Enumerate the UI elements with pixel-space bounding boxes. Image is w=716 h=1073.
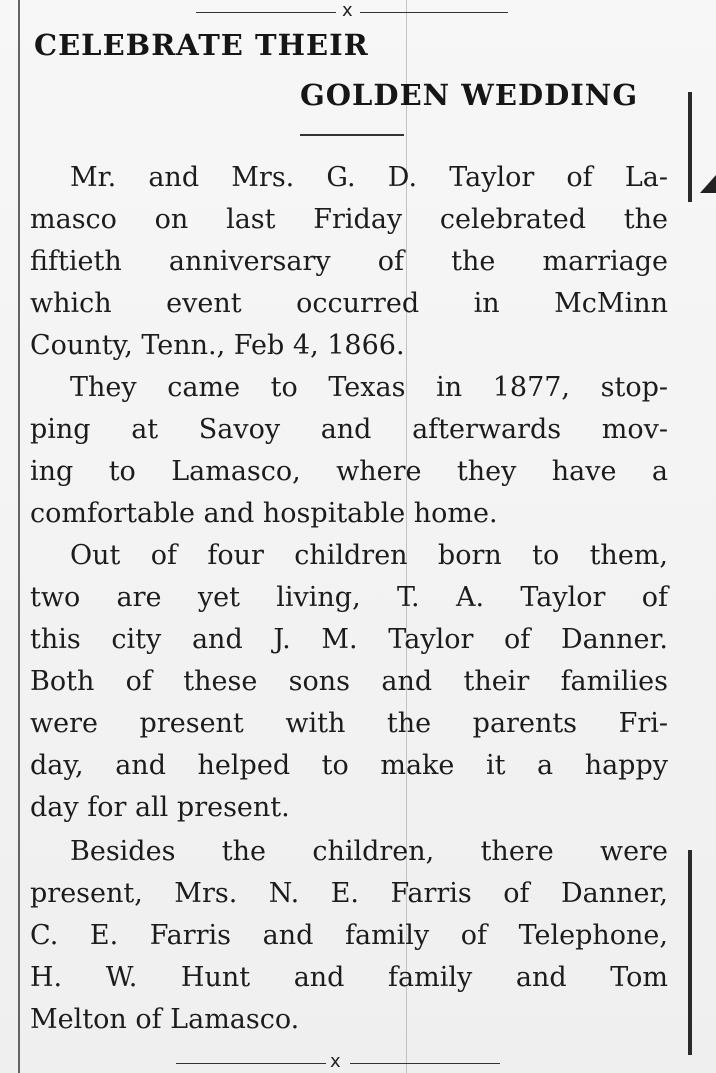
body-line: Mr. and Mrs. G. D. Taylor of La- (70, 162, 668, 193)
body-line: comfortable and hospitable home. (30, 498, 498, 529)
fold-crease (406, 0, 407, 1073)
column-rule-right-bottom (688, 850, 692, 1055)
body-line: day, and helped to make it a happy (30, 750, 668, 781)
body-line: Besides the children, there were (70, 836, 668, 867)
body-line: this city and J. M. Taylor of Danner. (30, 624, 668, 655)
body-line: Melton of Lamasco. (30, 1004, 300, 1035)
top-separator-glyph: x (342, 0, 353, 21)
body-line: were present with the parents Fri- (30, 708, 668, 739)
body-line: ing to Lamasco, where they have a (30, 456, 668, 487)
column-rule-right-top (688, 92, 692, 202)
body-line: which event occurred in McMinn (30, 288, 668, 319)
body-line: County, Tenn., Feb 4, 1866. (30, 330, 405, 361)
top-separator-left (196, 12, 336, 13)
column-rule-left (18, 0, 20, 1073)
body-line: They came to Texas in 1877, stop- (70, 372, 668, 403)
headline-line-1: CELEBRATE THEIR (34, 28, 369, 62)
body-line: two are yet living, T. A. Taylor of (30, 582, 668, 613)
body-line: present, Mrs. N. E. Farris of Danner, (30, 878, 668, 909)
body-line: H. W. Hunt and family and Tom (30, 962, 668, 993)
body-line: day for all present. (30, 792, 290, 823)
body-line: C. E. Farris and family of Telephone, (30, 920, 668, 951)
headline-line-2: GOLDEN WEDDING (300, 78, 639, 112)
bottom-separator-right (350, 1063, 500, 1064)
body-line: Both of these sons and their families (30, 666, 668, 697)
bottom-separator-glyph: x (330, 1051, 341, 1072)
body-line: Out of four children born to them, (70, 540, 668, 571)
corner-mark-icon (700, 175, 716, 193)
body-line: masco on last Friday celebrated the (30, 204, 668, 235)
body-line: ping at Savoy and afterwards mov- (30, 414, 668, 445)
body-line: fiftieth anniversary of the marriage (30, 246, 668, 277)
top-separator-right (360, 12, 508, 13)
headline-rule (300, 134, 404, 136)
bottom-separator-left (176, 1063, 326, 1064)
